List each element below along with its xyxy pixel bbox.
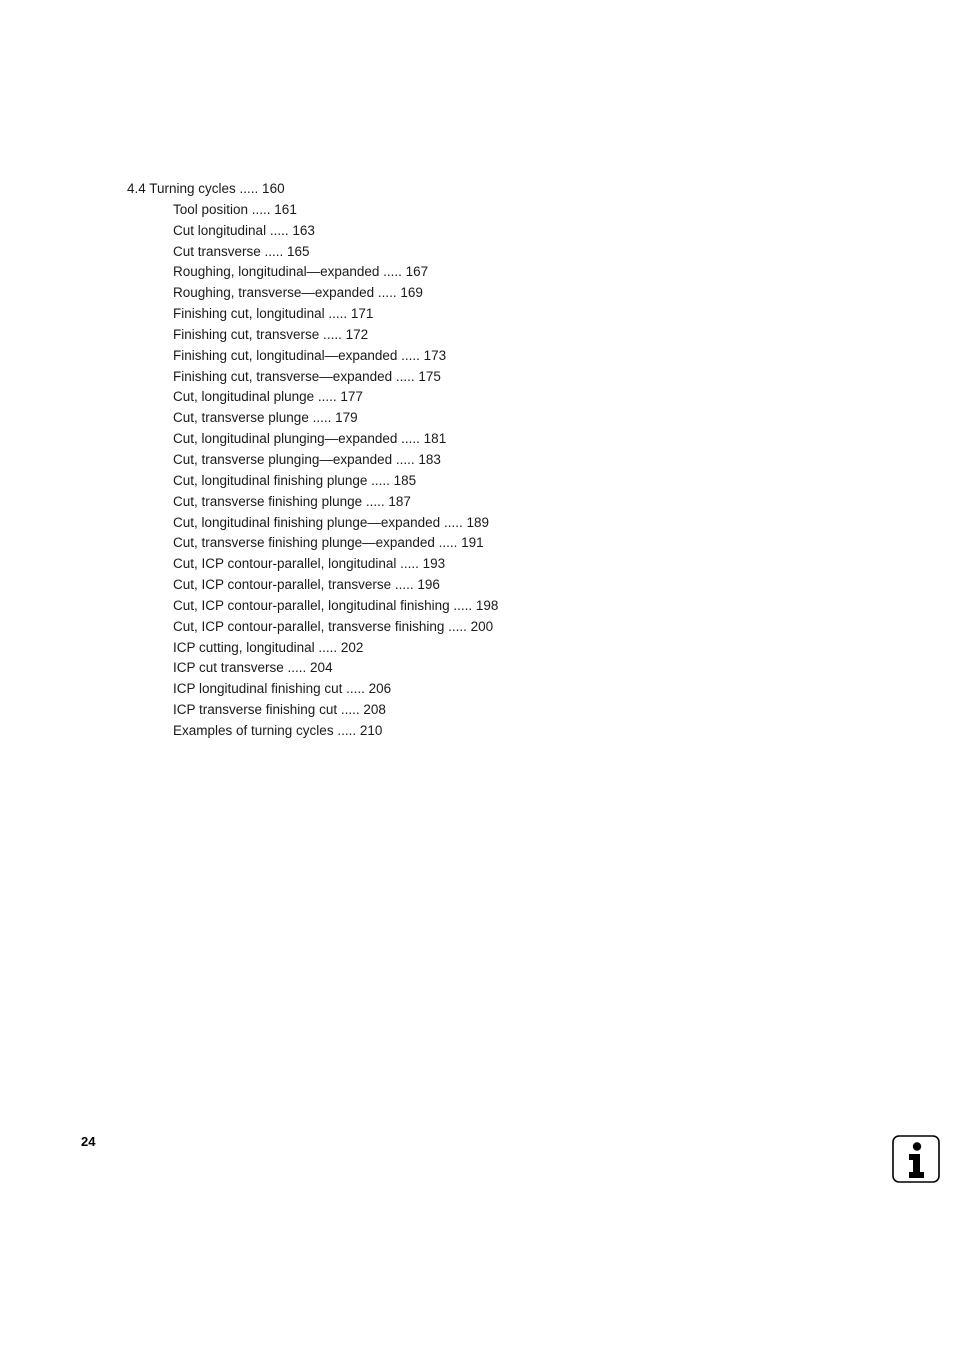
toc-entry[interactable]: Cut, longitudinal finishing plunge ..... 185 <box>173 472 417 488</box>
toc-entry[interactable]: Cut, ICP contour-parallel, transverse ..... 196 <box>173 577 440 593</box>
toc-entry[interactable]: Cut, ICP contour-parallel, longitudinal finishing ..... 198 <box>173 597 499 613</box>
toc-entry[interactable]: Cut, transverse plunging—expanded ..... 183 <box>173 451 441 467</box>
toc-entry-list <box>127 200 498 742</box>
toc-entry[interactable]: ICP cut transverse ..... 204 <box>173 660 333 676</box>
toc-entry[interactable]: Cut, transverse finishing plunge ..... 187 <box>173 493 411 509</box>
toc-entry[interactable]: Finishing cut, longitudinal ..... 171 <box>173 306 374 322</box>
page-number: 24 <box>81 1134 96 1149</box>
info-icon <box>892 1135 940 1183</box>
toc-entry[interactable]: Finishing cut, transverse—expanded ..... 175 <box>173 368 441 384</box>
toc-entry[interactable]: Roughing, transverse—expanded ..... 169 <box>173 285 423 301</box>
toc-entry[interactable]: ICP longitudinal finishing cut ..... 206 <box>173 681 392 697</box>
toc-entry[interactable]: Cut transverse ..... 165 <box>173 243 310 259</box>
table-of-contents <box>127 179 498 742</box>
toc-entry[interactable]: Cut, longitudinal plunge ..... 177 <box>173 389 363 405</box>
toc-entry[interactable]: Cut, longitudinal plunging—expanded ..... 181 <box>173 431 447 447</box>
toc-entry[interactable]: Cut longitudinal ..... 163 <box>173 222 315 238</box>
toc-entry[interactable]: Cut, transverse plunge ..... 179 <box>173 410 358 426</box>
toc-entry[interactable]: Cut, ICP contour-parallel, transverse finishing ..... 200 <box>173 618 494 634</box>
toc-entry[interactable]: Finishing cut, longitudinal—expanded ..... 173 <box>173 347 447 363</box>
toc-entry[interactable]: Roughing, longitudinal—expanded ..... 167 <box>173 264 429 280</box>
toc-entry[interactable]: ICP cutting, longitudinal ..... 202 <box>173 639 364 655</box>
toc-entry[interactable]: Tool position ..... 161 <box>173 201 297 217</box>
toc-entry[interactable]: Finishing cut, transverse ..... 172 <box>173 326 369 342</box>
toc-entry[interactable]: ICP transverse finishing cut ..... 208 <box>173 702 386 718</box>
toc-entry[interactable]: Examples of turning cycles ..... 210 <box>173 722 383 738</box>
toc-entry[interactable]: Cut, transverse finishing plunge—expanded ..... 191 <box>173 535 484 551</box>
toc-section-heading[interactable]: 4.4 Turning cycles ..... 160 <box>127 181 285 196</box>
toc-entry[interactable]: Cut, ICP contour-parallel, longitudinal ..... 193 <box>173 556 446 572</box>
toc-entry[interactable]: Cut, longitudinal finishing plunge—expanded ..... 189 <box>173 514 489 530</box>
